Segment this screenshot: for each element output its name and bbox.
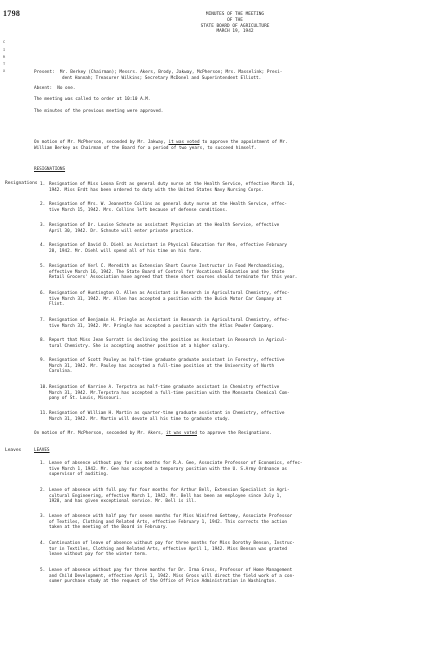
page-number: 1798: [3, 9, 21, 18]
item-number: 1.: [40, 182, 46, 187]
resignations-heading: RESIGNATIONS: [34, 167, 66, 172]
item-line: Retail Grocers' Association have agreed that these short courses should terminate for this year.: [49, 275, 298, 281]
motion-text: to approve the appointment of Mr.: [199, 140, 288, 145]
item-line: effective March 16, 1942. The State Board of Control for Vocational Education and the State: [49, 269, 285, 275]
item-line: tive March 31, 1942. Mr. Pringle has accepted a position with the Atlas Powder Company.: [49, 323, 275, 329]
absent-label: Absent:: [34, 86, 53, 91]
item-line: April 30, 1942. Dr. Schnute will enter private practice.: [49, 228, 194, 234]
item-line: Resignation of Mrs. W. Jeannette Collins as general duty nurse at the Health Service, effec-: [49, 202, 287, 207]
resignations-motion: [34, 431, 412, 437]
item-line: cultural Engineering, effective March 1, 1942. Mr. Bell has been an employee since July 1,: [49, 493, 282, 499]
item-line: pany of St. Louis, Missouri.: [49, 396, 122, 402]
resignations-side-label: Resignations: [5, 181, 38, 186]
item-line: tive March 15, 1942. Mrs. Collins left because of defense conditions.: [49, 207, 228, 213]
item-line: Continuation of leave of absence without pay for three months for Miss Dorothy Benson, Instruc-: [49, 541, 295, 546]
item-line: tural Chemistry. She is accepting another position at a higher salary.: [49, 343, 231, 349]
item-line: Carolina.: [49, 369, 73, 375]
item-line: March 31, 1942. Mr.Terpstra has accepted a full-time position with the Monsanto Chemical Com-: [49, 390, 290, 396]
item-line: March 31, 1942. Mr. Martin will devote all his time to graduate study.: [49, 416, 231, 422]
edge-mark: I: [3, 48, 6, 52]
item-number: 7.: [40, 318, 46, 323]
edge-mark: T: [3, 62, 6, 66]
present-names-1: Mr. Berkey (Chairman); Messrs. Akers, Brody, Jakway, McPherson; Mrs. Masselink; Presi-: [59, 70, 283, 75]
leaves-heading: LEAVES: [34, 448, 50, 453]
edge-mark: X: [3, 69, 6, 73]
item-line: Leave of absence with full pay for four months for Arthur Bell, Extension Specialist in Agri-: [49, 488, 290, 493]
item-line: Resignation of Miss Leona Erdt as general duty nurse at the Health Service, effective March 16,: [49, 182, 295, 187]
edge-mark: R: [3, 55, 6, 59]
item-line: taken at the meeting of the Board in February.: [49, 525, 168, 531]
item-number: 11.: [40, 411, 48, 416]
item-line: Report that Miss Jean Surratt is declining the position as Assistant in Research in Agricul-: [49, 338, 287, 343]
item-number: 8.: [40, 338, 46, 343]
document-header: [150, 12, 320, 35]
item-line: of Textiles, Clothing and Related Arts, effective February 1, 1942. This corrects the action: [49, 519, 287, 525]
motion-text: On motion of Mr. McPherson, seconded by Mr. Jakway,: [34, 140, 169, 145]
present-names-2: dent Hannah; Treasurer Wilkins; Secretary McDonel and Superintendent Elliott.: [62, 75, 262, 81]
item-number: 5.: [40, 264, 46, 269]
item-number: 2.: [40, 202, 46, 207]
item-line: 28, 1942. Mr. Diehl will spend all of his time on his farm.: [49, 248, 202, 254]
present-label: Present:: [34, 70, 55, 75]
voted-text: it was voted: [165, 431, 197, 436]
item-line: Leave of absence with half pay for seven months for Miss Winifred Gettemy, Associate Professor: [49, 514, 293, 519]
header-of: OF THE: [227, 17, 243, 23]
item-number: 2.: [40, 488, 46, 493]
item-line: leave without pay for the winter term.: [49, 552, 148, 558]
minutes-approved: The minutes of the previous meeting were approved.: [34, 109, 164, 114]
present-block: [34, 70, 412, 81]
item-line: Resignation of William H. Martin as quarter-time graduate assistant in Chemistry, effective: [49, 411, 285, 416]
item-line: Resignation of David D. Diehl as Assistant in Physical Education for Men, effective February: [49, 243, 287, 248]
item-line: 1942. Miss Erdt has been ordered to duty with the United States Navy Nursing Corps.: [49, 187, 264, 193]
called-to-order: The meeting was called to order at 10:10 A.M.: [34, 97, 151, 102]
header-date: MARCH 19, 1942: [216, 29, 254, 35]
item-line: and Child Development, effective April 1, 1942. Miss Gross will direct the field work of a con-: [49, 573, 295, 579]
item-line: Resignation of Huntington O. Allen as Assistant in Research in Agricultural Chemistry, effec-: [49, 291, 290, 296]
item-number: 3.: [40, 514, 46, 519]
motion-text: to approve the Resignations.: [196, 431, 273, 436]
item-number: 3.: [40, 223, 46, 228]
absent-text: No one.: [57, 86, 76, 91]
item-number: 9.: [40, 358, 46, 363]
header-board: STATE BOARD OF AGRICULTURE: [200, 23, 270, 29]
header-title: MINUTES OF THE MEETING: [205, 12, 265, 17]
item-line: Flint.: [49, 302, 65, 308]
motion-text: On motion of Mr. McPherson, seconded by Mr. Akers,: [34, 431, 166, 436]
item-number: 1.: [40, 461, 46, 466]
item-line: Resignation of Benjamin H. Pringle as Assistant in Research in Agricultural Chemistry, effec-: [49, 318, 290, 323]
item-line: Leave of absence without pay for six months for R.A. Gee, Associate Professor of Economics, effec-: [49, 461, 303, 466]
item-line: Leave of absence without pay for three months for Dr. Irma Gross, Professor of Home Management: [49, 568, 293, 573]
leaves-side-label: Leaves: [5, 448, 22, 453]
item-line: March 31, 1942. Mr. Pauley has accepted a full-time position at the University of North: [49, 363, 275, 369]
item-number: 6.: [40, 291, 46, 296]
item-line: tor in Textiles, Clothing and Related Arts, effective April 1, 1942. Miss Benson was granted: [49, 546, 287, 552]
chair-motion: [34, 140, 412, 151]
edge-mark: C: [3, 40, 6, 44]
item-number: 4.: [40, 243, 46, 248]
item-line: tive March 1, 1942. Mr. Gee has accepted a temporary position with the U. S.Army Ordnance as: [49, 466, 287, 472]
voted-text: it was voted: [168, 140, 200, 145]
item-number: 4.: [40, 541, 46, 546]
motion-text: William Berkey as Chairman of the Board for a period of two years, to succeed himself.: [34, 145, 257, 151]
item-line: 1928, and has given exceptional service. Mr. Bell is ill.: [49, 499, 197, 505]
item-line: Resignation of Karrine A. Terpstra as half-time graduate assistant in Chemistry effective: [49, 385, 280, 390]
item-line: Resignation of Scott Pauley as half-time graduate graduate assistant in Forestry, effective: [49, 358, 285, 363]
item-number: 5.: [40, 568, 46, 573]
item-number: 10.: [40, 385, 48, 390]
item-line: tive March 31, 1942. Mr. Allen has accepted a position with the Buick Motor Car Company at: [49, 296, 282, 302]
item-line: Resignation of Dr. Louise Schnute as assistant Physician at the Health Service, effective: [49, 223, 280, 228]
item-line: supervisor of auditing.: [49, 472, 109, 478]
item-line: sumer purchase study at the request of the Office of Price Administration in Washington.: [49, 579, 277, 585]
absent-line: [34, 86, 412, 92]
item-line: Resignation of Verl C. Meredith as Extension Short Course Instructor in Food Merchandising,: [49, 264, 285, 269]
